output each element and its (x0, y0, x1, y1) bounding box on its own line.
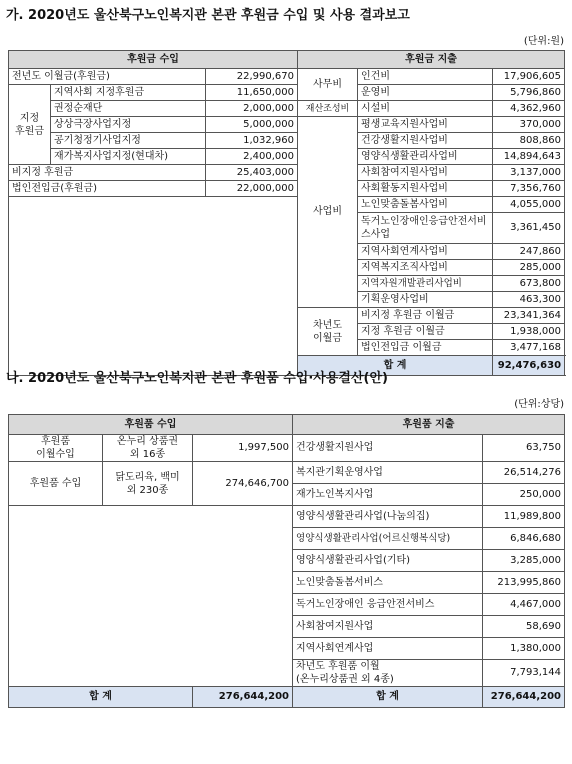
total-expense: 276,644,200 (483, 687, 565, 708)
table-row: 후원품 수입 닭도리육, 백미 외 230종 274,646,700 복지관기획운영사업 26,514,276 (9, 462, 565, 484)
total-income: 92,476,630 (493, 356, 565, 376)
asset-group: 재산조성비 (298, 101, 358, 117)
table-row: 노인맞춤돌봄사업비 4,055,000 (9, 197, 565, 213)
donation-money-table: 후원금 수입 후원금 지출 전년도 이월금(후원금) 22,990,670 사무비 인건비 17,906,605 지정 후원금 지역사회 지정후원금 11,650,000 운영비 5,796,860 권정순재단 2,000,000 재산조성비 시설비 4,362,960 상상극장사업지정 5,000,000 사업비 평생교육지원사업비 370,000 공기청정기사업지정 1,032,960 건강생활지원사업비 808,860 재가복지사업지정(현대차) 2,400,000 영양식생활관리사업비 14,894,643 비지정 후원금 25,403,000 사회참여지원사업비 3,137,000 법인전입금(후원금) 22,000,000 사회활동지원사업비 7,356,760 노인맞춤돌봄사업비 4,055,000 독거노인장애인응급안전서비스사업 3,361,450 지역사회연계사업비 247,860 지역복지조직사업비 285,000 지역자원개발관리사업비 673,800 기획운영사업비 463,300 차년도 이월금 비지정 후원금 이월금 23,341,364 지정 후원금 이월금 1,938,000 법인전입금 이월금 3,477,168 합 계 92,476,630 (8, 50, 565, 376)
table-row: 영양식생활관리사업(기타) 3,285,000 (9, 550, 565, 572)
table-row: 재가노인복지사업 250,000 (9, 484, 565, 506)
section1-title: 가. 2020년도 울산북구노인복지관 본관 후원금 수입 및 사용 결과보고 (6, 8, 410, 23)
table-row: 영양식생활관리사업(나눔의집) 11,989,800 (9, 506, 565, 528)
section1-unit: (단위:원) (523, 36, 564, 47)
table-row: 기획운영사업비 463,300 (9, 292, 565, 308)
designated-group: 지정 후원금 (9, 85, 51, 165)
table-row: 사회참여지원사업 58,690 (9, 616, 565, 638)
total-label: 합 계 (298, 356, 493, 376)
table-row: 지역자원개발관리사업비 673,800 (9, 276, 565, 292)
donation-goods-table: 후원품 수입 후원품 지출 후원품 이월수입 온누리 상품권 외 16종 1,997,500 건강생활지원사업 63,750 후원품 수입 닭도리육, 백미 외 230종 274,646,700 복지관기획운영사업 26,514,276 재가노인복지사업 250,000 영양식생활관리사업(나눔의집) 11,989,800 영양식생활관리사업(어르신행복식당) 6,846,680 영양식생활관리사업(기타) 3,285,000 노인맞춤돌봄서비스 213,995,860 독거노인장애인 응급안전서비스 4,467,000 사회참여지원사업 58,690 지역사회연계사업 1,380,000 차년도 후원품 이월 (온누리상품권 외 4종) 7,793,144 합 계 276,644,200 합 계 276,644,200 (8, 414, 565, 708)
income-header: 후원금 수입 (9, 51, 298, 69)
table-row: 법인전입금 이월금 3,477,168 (9, 340, 565, 356)
header-row (9, 415, 565, 435)
section2-unit: (단위:상당) (514, 399, 564, 410)
table-row: 전년도 이월금(후원금) 22,990,670 사무비 인건비 17,906,605 (9, 69, 565, 85)
table-row: 권정순재단 2,000,000 재산조성비 시설비 4,362,960 (9, 101, 565, 117)
table-row: 차년도 이월금 비지정 후원금 이월금 23,341,364 (9, 308, 565, 324)
table-row: 지역사회연계사업비 247,860 (9, 244, 565, 260)
table-row: 지정 후원금 지역사회 지정후원금 11,650,000 운영비 5,796,860 (9, 85, 565, 101)
header-row (9, 51, 565, 69)
table-row: 상상극장사업지정 5,000,000 사업비 평생교육지원사업비 370,000 (9, 117, 565, 133)
table-row: 독거노인장애인 응급안전서비스 4,467,000 (9, 594, 565, 616)
total-row (9, 687, 565, 708)
carry-group: 차년도 이월금 (298, 308, 358, 356)
table-row: 지역복지조직사업비 285,000 (9, 260, 565, 276)
table-row: 영양식생활관리사업(어르신행복식당) 6,846,680 (9, 528, 565, 550)
table-row: 노인맞춤돌봄서비스 213,995,860 (9, 572, 565, 594)
table-row: 비지정 후원금 25,403,000 사회참여지원사업비 3,137,000 (9, 165, 565, 181)
total-income: 276,644,200 (193, 687, 293, 708)
table-row: 법인전입금(후원금) 22,000,000 사회활동지원사업비 7,356,760 (9, 181, 565, 197)
income-blank (9, 506, 293, 687)
office-group: 사무비 (298, 69, 358, 101)
section2-title: 나. 2020년도 울산북구노인복지관 본관 후원품 수입·사용결산(안) (6, 371, 388, 386)
total-label: 합 계 (293, 687, 483, 708)
project-group: 사업비 (298, 117, 358, 308)
expense-header: 후원금 지출 (298, 51, 565, 69)
income-header: 후원품 수입 (9, 415, 293, 435)
table-row: 공기청정기사업지정 1,032,960 건강생활지원사업비 808,860 (9, 133, 565, 149)
total-label: 합 계 (9, 687, 193, 708)
expense-header: 후원품 지출 (293, 415, 565, 435)
table-row: 재가복지사업지정(현대차) 2,400,000 영양식생활관리사업비 14,894,643 (9, 149, 565, 165)
table-row: 지정 후원금 이월금 1,938,000 (9, 324, 565, 340)
table-row: 지역사회연계사업 1,380,000 (9, 638, 565, 660)
income-blank (9, 197, 298, 376)
